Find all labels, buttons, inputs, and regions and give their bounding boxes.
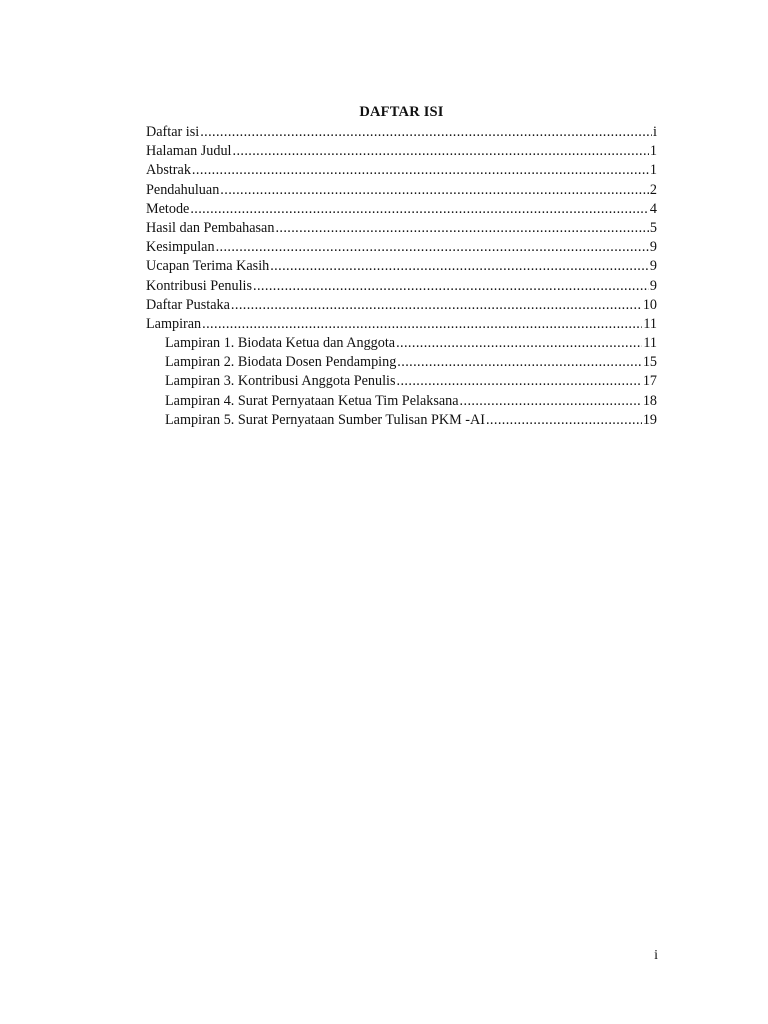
toc-entry-page: 9 — [649, 239, 657, 256]
toc-entry-label: Lampiran 4. Surat Pernyataan Ketua Tim Pelaksana — [165, 392, 459, 409]
toc-dot-leader — [190, 200, 649, 219]
toc-entry-page: 9 — [649, 277, 657, 294]
toc-entry-lampiran-4 — [146, 392, 657, 411]
toc-entry-page: i — [653, 124, 657, 140]
toc-entry-page: 17 — [642, 373, 657, 390]
toc-entry-halaman-judul — [146, 142, 657, 161]
toc-entry-label: Daftar isi — [146, 124, 200, 140]
toc-entry-label: Daftar Pustaka — [146, 296, 230, 313]
toc-dot-leader — [202, 315, 642, 334]
toc-entry-lampiran-2 — [146, 353, 657, 372]
toc-entry-page: 11 — [643, 315, 657, 332]
toc-entry-lampiran-5 — [146, 411, 657, 430]
toc-entry-page: 11 — [643, 335, 657, 352]
toc-entry-page: 5 — [649, 219, 657, 236]
toc-entry-label: Lampiran — [146, 315, 202, 332]
toc-entry-label: Kesimpulan — [146, 239, 215, 256]
toc-entry-page: 19 — [642, 411, 657, 428]
toc-entry-page: 1 — [649, 162, 657, 179]
toc-entry-abstrak — [146, 161, 657, 180]
toc-entry-label: Hasil dan Pembahasan — [146, 219, 275, 236]
toc-dot-leader — [231, 296, 642, 315]
toc-dot-leader — [200, 123, 652, 142]
toc-dot-leader — [396, 334, 642, 353]
toc-entry-pendahuluan — [146, 181, 657, 200]
toc-entry-label: Lampiran 2. Biodata Dosen Pendamping — [165, 354, 397, 371]
toc-entry-metode — [146, 200, 657, 219]
toc-entry-daftar-pustaka — [146, 296, 657, 315]
toc-entry-page: 1 — [649, 143, 657, 160]
toc-entry-page: 2 — [649, 181, 657, 198]
toc-title: DAFTAR ISI — [359, 104, 444, 120]
table-of-contents — [146, 123, 657, 430]
toc-dot-leader — [486, 411, 642, 430]
toc-entry-daftar-isi — [146, 123, 657, 142]
toc-entry-label: Pendahuluan — [146, 181, 220, 198]
toc-entry-page: 4 — [649, 200, 657, 217]
toc-entry-page: 18 — [642, 392, 657, 409]
toc-entry-label: Abstrak — [146, 162, 191, 179]
toc-dot-leader — [460, 392, 642, 411]
toc-entry-ucapan-terima-kasih — [146, 257, 657, 276]
toc-dot-leader — [233, 142, 649, 161]
toc-entry-label: Kontribusi Penulis — [146, 277, 253, 294]
toc-dot-leader — [220, 181, 649, 200]
toc-entry-label: Lampiran 3. Kontribusi Anggota Penulis — [165, 373, 396, 390]
toc-entry-lampiran — [146, 315, 657, 334]
toc-entry-label: Ucapan Terima Kasih — [146, 258, 270, 275]
toc-dot-leader — [397, 372, 642, 391]
toc-entry-page: 9 — [649, 258, 657, 275]
toc-entry-lampiran-3 — [146, 372, 657, 391]
toc-entry-label: Lampiran 1. Biodata Ketua dan Anggota — [165, 335, 396, 352]
toc-dot-leader — [397, 353, 642, 372]
toc-entry-label: Metode — [146, 200, 190, 217]
toc-entry-kontribusi-penulis — [146, 277, 657, 296]
toc-entry-label: Halaman Judul — [146, 143, 232, 160]
toc-dot-leader — [270, 257, 649, 276]
page-number: i — [654, 948, 658, 963]
toc-entry-lampiran-1 — [146, 334, 657, 353]
toc-entry-hasil-dan-pembahasan — [146, 219, 657, 238]
toc-entry-page: 15 — [642, 354, 657, 371]
toc-dot-leader — [275, 219, 648, 238]
toc-dot-leader — [216, 238, 649, 257]
toc-entry-page: 10 — [642, 296, 657, 313]
toc-entry-kesimpulan — [146, 238, 657, 257]
toc-entry-label: Lampiran 5. Surat Pernyataan Sumber Tulisan PKM -AI — [165, 411, 485, 428]
toc-dot-leader — [192, 161, 649, 180]
toc-dot-leader — [253, 277, 649, 296]
